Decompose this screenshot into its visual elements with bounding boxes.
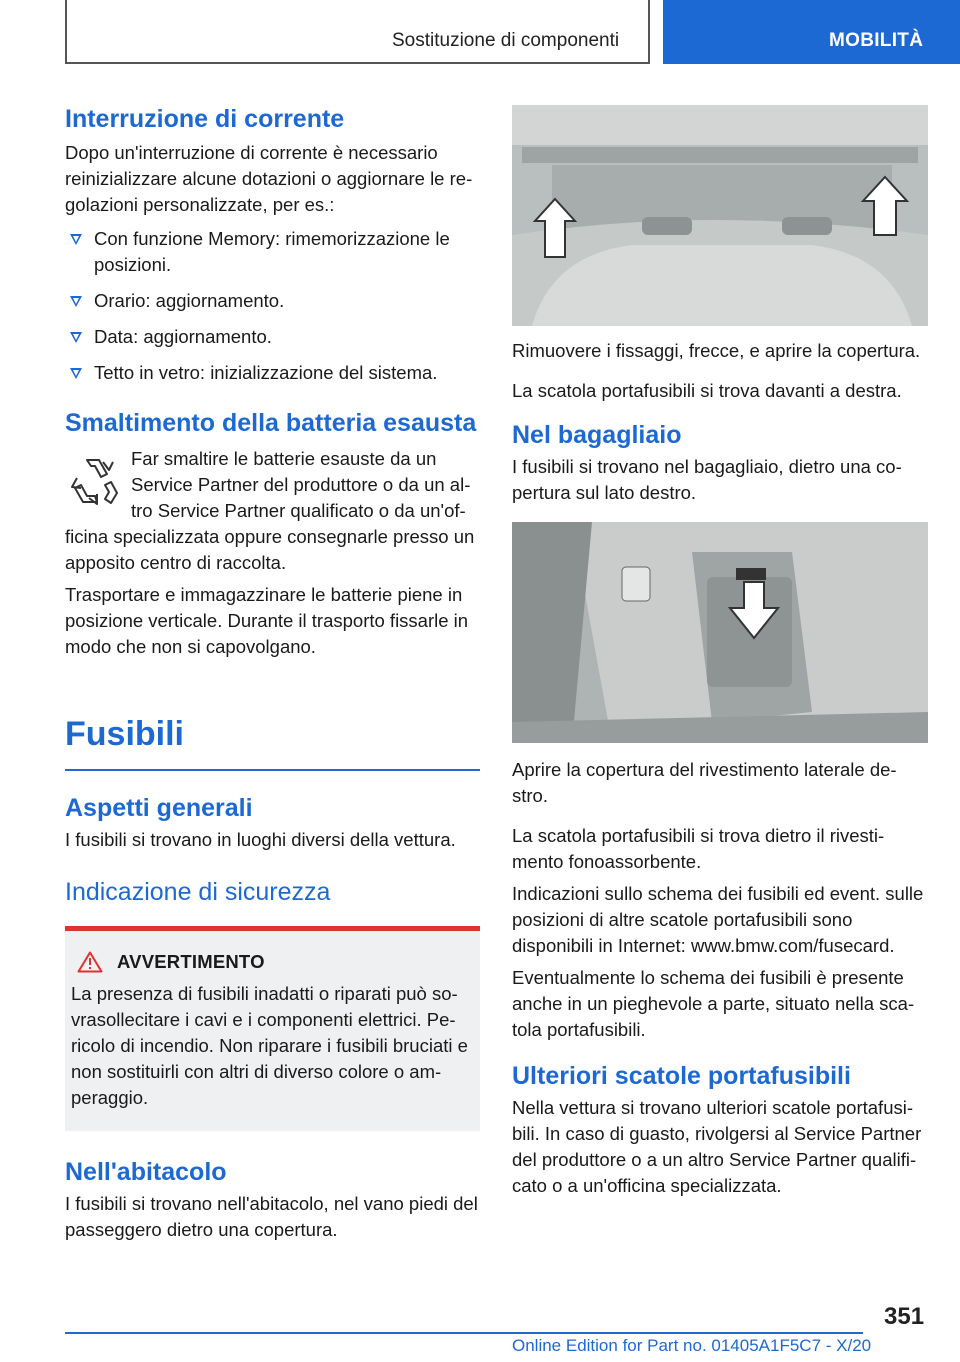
footer-edition: Online Edition for Part no. 01405A1F5C7 - X/20 xyxy=(512,1336,872,1355)
smaltimento-block xyxy=(65,446,480,576)
smaltimento-heading: Smaltimento della batteria esausta xyxy=(65,409,477,437)
fusibili-heading: Fusibili xyxy=(65,715,184,753)
bagagliaio-heading: Nel bagagliaio xyxy=(512,421,682,449)
bullet-list xyxy=(65,226,480,386)
caption-photo-1: Rimuovere i fissaggi, frecce, e aprire la copertura. xyxy=(512,340,921,361)
section-divider xyxy=(65,769,480,771)
abitacolo-heading: Nell'abitacolo xyxy=(65,1158,227,1186)
recycle-icon xyxy=(65,452,121,508)
right-text-1: La scatola portafusibili si trova davanti a destra. xyxy=(512,380,902,401)
page-number: 351 xyxy=(884,1303,925,1330)
aspetti-heading: Aspetti generali xyxy=(65,794,253,822)
right-text-2: La scatola portafusibili si trova dietro il rivesti-mento fonoassorbente. xyxy=(512,825,885,872)
trasporto-text: Trasportare e immagazzinare le batterie piene in posizione verticale. Durante il trasporto fissarle in modo che non si capovolgano. xyxy=(65,584,469,657)
warning-header xyxy=(71,951,472,973)
bullet-triangle-icon xyxy=(70,296,82,307)
trunk-panel-photo xyxy=(512,522,928,743)
header-chapter-tab: MOBILITÀ xyxy=(663,0,960,64)
list-item: Tetto in vetro: inizializzazione del sistema. xyxy=(65,360,480,386)
bullet-triangle-icon xyxy=(70,332,82,343)
list-item: Con funzione Memory: rimemorizzazione le posizioni. xyxy=(65,226,480,278)
right-text-4: Eventualmente lo schema dei fusibili è presente anche in un pieghevole a parte, situato nella sca-tola portafusibili. xyxy=(512,967,915,1040)
header-section-title: Sostituzione di componenti xyxy=(392,30,620,51)
interruzione-heading: Interruzione di corrente xyxy=(65,105,345,133)
ulteriori-heading: Ulteriori scatole portafusibili xyxy=(512,1062,851,1090)
bagagliaio-text: I fusibili si trovano nel bagagliaio, dietro una co-pertura sul lato destro. xyxy=(512,456,902,503)
caption-photo-2: Aprire la copertura del rivestimento laterale de-stro. xyxy=(512,759,897,806)
warning-title: AVVERTIMENTO xyxy=(117,951,265,972)
warning-text: La presenza di fusibili inadatti o riparati può so-vrasollecitare i cavi e i componenti elettrici. Pe-ricolo di incendio. Non riparare i fusibili bruciati e non sostituirli con altri di diverso colore o am-peraggio. xyxy=(71,983,468,1108)
left-column xyxy=(65,100,480,1243)
list-item: Data: aggiornamento. xyxy=(65,324,480,350)
right-text-3: Indicazioni sullo schema dei fusibili ed event. sulle posizioni di altre scatole portafusibili sono disponibili in Internet: www.bmw.com/fusecard. xyxy=(512,883,924,956)
footer-divider xyxy=(65,1332,863,1334)
warning-triangle-icon xyxy=(77,951,103,973)
sicurezza-heading: Indicazione di sicurezza xyxy=(65,878,331,906)
list-item: Orario: aggiornamento. xyxy=(65,288,480,314)
ulteriori-text: Nella vettura si trovano ulteriori scatole portafusi-bili. In caso di guasto, rivolgersi al Service Partner del produttore o a un altro Service Partner qualifi-cato o a un'officina specializzata. xyxy=(512,1097,922,1196)
abitacolo-text: I fusibili si trovano nell'abitacolo, nel vano piedi del passeggero dietro una copertura. xyxy=(65,1193,478,1240)
aspetti-text: I fusibili si trovano in luoghi diversi della vettura. xyxy=(65,829,456,850)
bullet-triangle-icon xyxy=(70,368,82,379)
warning-box xyxy=(65,926,480,1131)
right-column xyxy=(512,100,928,1199)
fuse-cover-photo xyxy=(512,105,928,326)
smaltimento-text: Far smaltire le batterie esauste da un Service Partner del produttore o da un al-tro Service Partner qualificato o da un'of-ficina specializzata oppure consegnarle presso un apposito centro di raccolta. xyxy=(65,448,475,573)
bullet-triangle-icon xyxy=(70,234,82,245)
interruzione-intro: Dopo un'interruzione di corrente è necessario reinizializzare alcune dotazioni o aggiornare le re-golazioni personalizzate, per es.: xyxy=(65,142,473,215)
